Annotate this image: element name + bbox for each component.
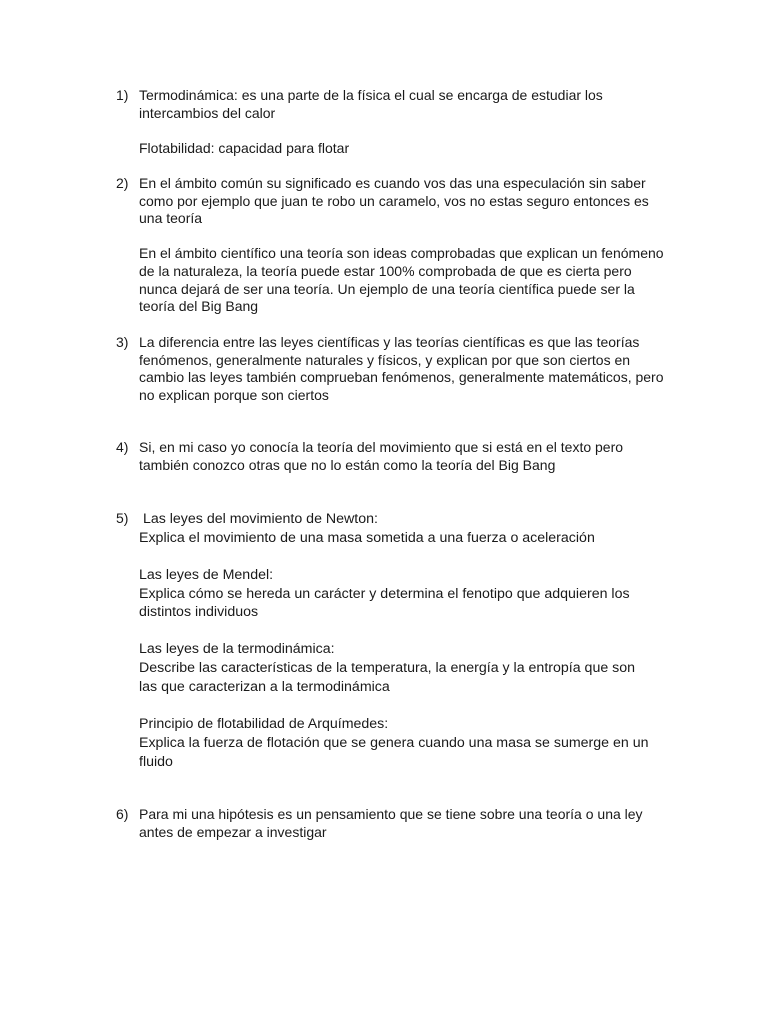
text-line: Describe las características de la temperatura, la energía y la entropía que son — [139, 660, 636, 677]
text-line: distintos individuos — [139, 604, 259, 621]
text-line: En el ámbito científico una teoría son ideas comprobadas que explican un fenómeno — [139, 245, 664, 262]
answer-number: 1) — [116, 87, 129, 103]
paragraph — [139, 175, 679, 228]
text-line: como por ejemplo que juan te robo un caramelo, vos no estas seguro entonces es — [139, 192, 649, 209]
answer-body — [139, 87, 679, 157]
answer-number: 4) — [116, 439, 129, 455]
answer-body — [139, 510, 679, 771]
paragraph — [139, 140, 679, 158]
paragraph — [139, 640, 679, 696]
text-line: Si, en mi caso yo conocía la teoría del movimiento que si está en el texto pero — [139, 439, 624, 455]
text-line: La diferencia entre las leyes científicas y las teorías científicas es que las teorías — [139, 334, 640, 350]
text-line: Las leyes de la termodinámica: — [139, 641, 335, 658]
paragraph — [139, 334, 679, 404]
text-line: teoría del Big Bang — [139, 298, 259, 315]
text-line: Las leyes de Mendel: — [139, 566, 274, 583]
text-line: de la naturaleza, la teoría puede estar 100% comprobada de que es cierta pero — [139, 262, 632, 279]
answer-body — [139, 334, 679, 404]
answer-number: 3) — [116, 334, 129, 350]
text-line: Termodinámica: es una parte de la física el cual se encarga de estudiar los — [139, 87, 603, 103]
answer-number: 5) — [116, 510, 129, 526]
answer-body — [139, 439, 679, 474]
text-line: Las leyes del movimiento de Newton: — [139, 511, 378, 527]
text-line: intercambios del calor — [139, 104, 276, 121]
paragraph — [139, 510, 679, 548]
text-line: una teoría — [139, 210, 203, 227]
text-line: fluido — [139, 753, 173, 770]
text-line: Para mi una hipótesis es un pensamiento que se tiene sobre una teoría o una ley — [139, 806, 643, 822]
answer-body — [139, 175, 679, 316]
text-line: nunca dejará de ser una teoría. Un ejemplo de una teoría científica puede ser la — [139, 280, 635, 297]
paragraph — [139, 439, 679, 474]
paragraph — [139, 715, 679, 771]
text-line: En el ámbito común su significado es cuando vos das una especulación sin saber — [139, 175, 646, 191]
text-line: Flotabilidad: capacidad para flotar — [139, 139, 350, 156]
text-line: Explica la fuerza de flotación que se genera cuando una masa se sumerge en un — [139, 734, 649, 751]
text-line: no explican porque son ciertos — [139, 386, 329, 403]
answer-number: 2) — [116, 175, 129, 191]
text-line: Principio de flotabilidad de Arquímedes: — [139, 715, 389, 732]
text-line: cambio las leyes también comprueban fenómenos, generalmente matemáticos, pero — [139, 369, 664, 386]
answer-body — [139, 806, 679, 841]
paragraph — [139, 245, 679, 315]
paragraph — [139, 806, 679, 841]
text-line: las que caracterizan a la termodinámica — [139, 678, 390, 695]
text-line: Explica el movimiento de una masa sometida a una fuerza o aceleración — [139, 529, 595, 546]
text-line: antes de empezar a investigar — [139, 823, 327, 840]
paragraph — [139, 87, 679, 122]
paragraph — [139, 566, 679, 622]
text-line: fenómenos, generalmente naturales y físicos, y explican por que son ciertos en — [139, 351, 631, 368]
text-line: también conozco otras que no lo están como la teoría del Big Bang — [139, 456, 556, 473]
text-line: Explica cómo se hereda un carácter y determina el fenotipo que adquieren los — [139, 585, 630, 602]
answer-number: 6) — [116, 806, 129, 822]
